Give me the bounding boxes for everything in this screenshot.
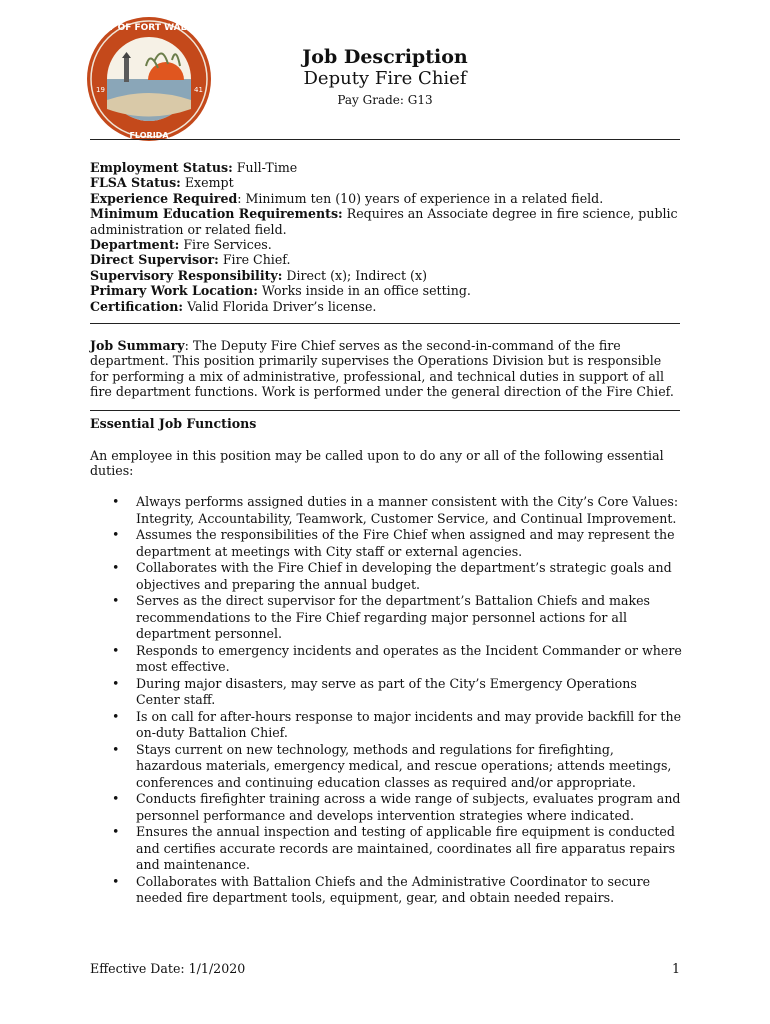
pay-grade: Pay Grade: G13 — [337, 93, 433, 107]
list-item: • Responds to emergency incidents and operates as the Incident Commander or where most effective. — [112, 642, 682, 674]
list-item: • Serves as the direct supervisor for the department’s Battalion Chiefs and makes recommendations to the Fire Chief regarding major personnel actions for all department personnel. — [112, 593, 651, 641]
job-info-section — [90, 160, 682, 314]
info-direct-supervisor: Direct Supervisor: Fire Chief. — [90, 252, 291, 268]
duties-list — [90, 494, 682, 907]
bullet-icon: • — [112, 560, 120, 575]
info-work-location: Primary Work Location: Works inside in an office setting. — [90, 283, 471, 299]
list-item: • Ensures the annual inspection and testing of applicable fire equipment is conducted and certifies accurate records are maintained, coordinates all fire apparatus repairs and maintenance. — [112, 824, 676, 872]
page-footer — [90, 961, 682, 976]
list-item: • Always performs assigned duties in a manner consistent with the City’s Core Values: Integrity, Accountability, Teamwork, Customer Service, and Continual Improvement. — [112, 494, 679, 526]
info-flsa-status: FLSA Status: Exempt — [90, 175, 234, 191]
job-summary-label: Job Summary — [90, 338, 185, 353]
list-item: • Stays current on new technology, methods and regulations for firefighting, hazardous materials, emergency medical, and rescue operations; attends meetings, conferences and continuing education classes as required and/or appropriate. — [112, 741, 672, 790]
info-department: Department: Fire Services. — [90, 237, 272, 253]
job-title: Deputy Fire Chief — [303, 68, 467, 89]
page-number: 1 — [671, 961, 680, 976]
bullet-icon: • — [112, 824, 120, 839]
svg-text:19: 19 — [96, 86, 105, 94]
bullet-icon: • — [112, 791, 120, 806]
bullet-icon: • — [112, 708, 120, 724]
section-heading: Essential Job Functions — [90, 416, 257, 431]
divider — [90, 139, 680, 140]
info-supervisory-responsibility: Supervisory Responsibility: Direct (x); Indirect (x) — [90, 267, 427, 283]
page-title: Job Description — [302, 46, 468, 68]
svg-text:CITY OF FORT WALTON: CITY OF FORT WALTON — [91, 23, 207, 33]
bullet-icon: • — [112, 741, 120, 757]
bullet-icon: • — [112, 873, 120, 889]
bullet-icon: • — [112, 675, 120, 691]
info-experience-required: Experience Required: Minimum ten (10) years of experience in a related field. — [90, 190, 604, 206]
info-employment-status: Employment Status: Full-Time — [90, 160, 298, 175]
city-seal-logo — [84, 14, 214, 144]
list-item: • Collaborates with the Fire Chief in developing the department’s strategic goals and objectives and preparing the annual budget. — [112, 560, 672, 592]
list-item: • During major disasters, may serve as part of the City’s Emergency Operations Center staff. — [112, 675, 637, 707]
svg-text:FLORIDA: FLORIDA — [129, 131, 169, 140]
effective-date: Effective Date: 1/1/2020 — [90, 961, 246, 976]
svg-text:41: 41 — [194, 86, 203, 94]
divider — [90, 323, 680, 324]
bullet-icon: • — [112, 494, 120, 509]
title-block — [260, 46, 510, 108]
bullet-icon: • — [112, 593, 120, 608]
job-summary-text: : The Deputy Fire Chief serves as the second-in-command of the fire department. This position primarily supervises the Operations Division but is responsible for performing a mix of administrative, professional, and technical duties in support of all fire department functions. Work is performed under the general direction of the Fire Chief. — [90, 338, 674, 400]
list-item: • Conducts firefighter training across a wide range of subjects, evaluates program and personnel performance and develops intervention strategies where indicated. — [112, 791, 681, 823]
bullet-icon: • — [112, 527, 120, 542]
job-summary — [90, 338, 682, 400]
info-education: Minimum Education Requirements: Requires an Associate degree in fire science, public administration or related field. — [90, 206, 678, 237]
divider — [90, 410, 680, 411]
duties-intro: An employee in this position may be called upon to do any or all of the following essential duties: — [90, 448, 664, 479]
list-item: • Collaborates with Battalion Chiefs and the Administrative Coordinator to secure needed fire department tools, equipment, gear, and obtain needed repairs. — [112, 873, 651, 905]
info-certification: Certification: Valid Florida Driver’s license. — [90, 298, 377, 314]
list-item: • Is on call for after-hours response to major incidents and may provide backfill for the on-duty Battalion Chief. — [112, 708, 682, 740]
list-item: • Assumes the responsibilities of the Fire Chief when assigned and may represent the department at meetings with City staff or external agencies. — [112, 527, 675, 559]
bullet-icon: • — [112, 642, 120, 658]
